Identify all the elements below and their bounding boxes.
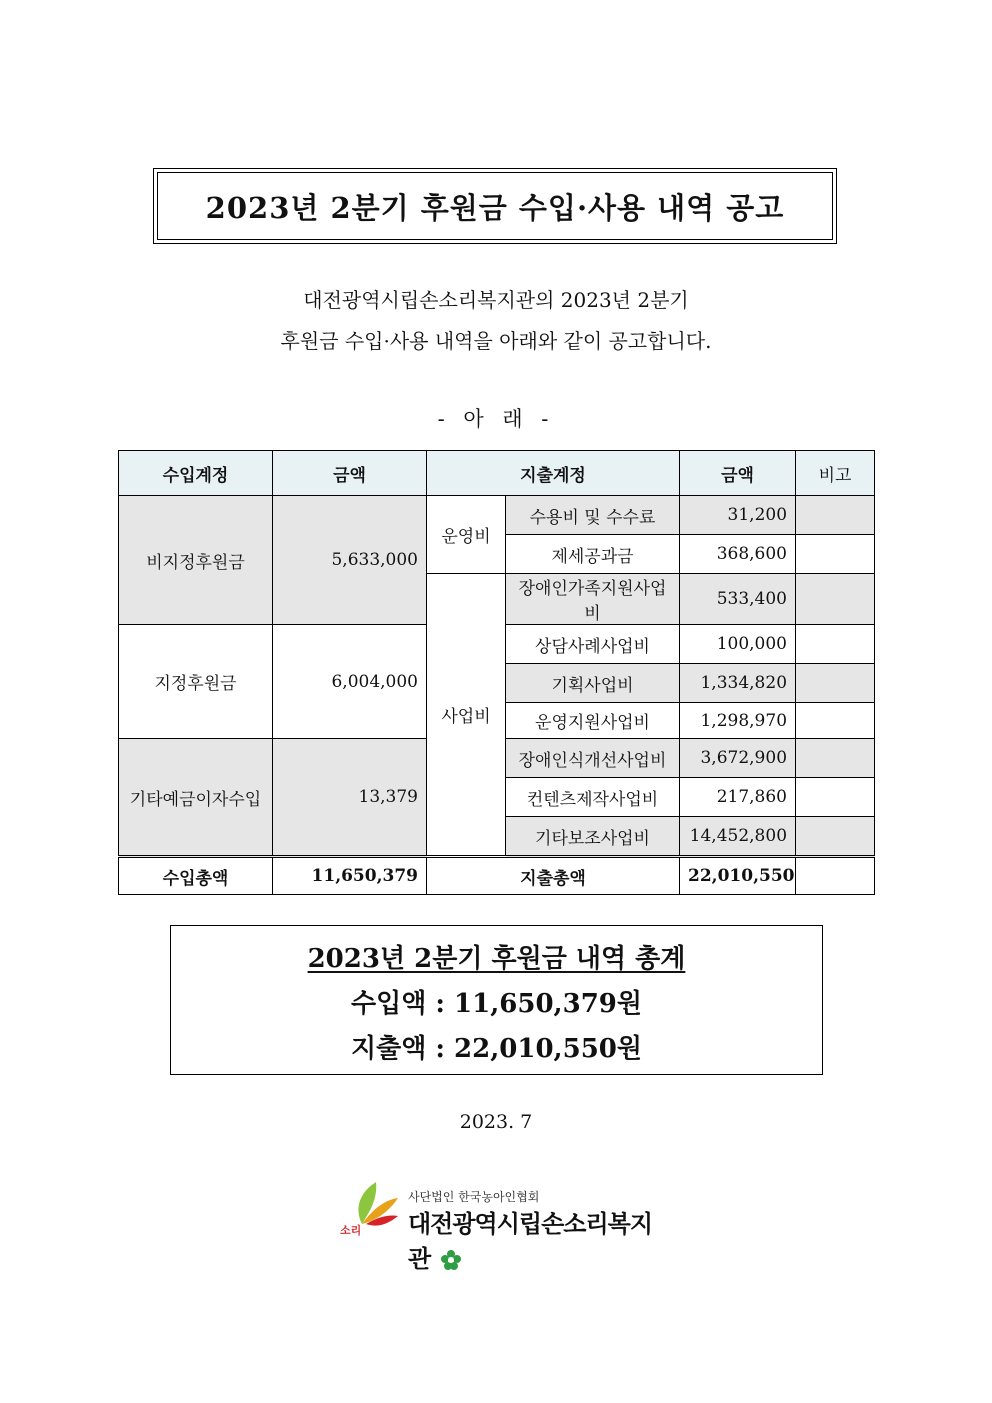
expense-item-name: 기타보조사업비 [506, 817, 680, 857]
income-total-label: 수입총액 [119, 857, 273, 895]
leaf-logo-icon [338, 1180, 406, 1240]
expense-item-name: 상담사례사업비 [506, 625, 680, 664]
note-cell [796, 535, 875, 574]
donation-ledger-table [118, 450, 875, 895]
note-cell [796, 739, 875, 778]
income-amount-cell: 6,004,000 [273, 625, 427, 739]
expense-item-amount: 3,672,900 [680, 739, 796, 778]
expense-item-name: 기획사업비 [506, 664, 680, 703]
expense-item-name: 수용비 및 수수료 [506, 496, 680, 535]
expense-item-name: 운영지원사업비 [506, 703, 680, 739]
note-cell [796, 574, 875, 625]
document-date: 2023. 7 [459, 1111, 533, 1133]
expense-item-name: 컨텐츠제작사업비 [506, 778, 680, 817]
section-separator: - 아 래 - [437, 407, 555, 431]
header-expense-amount: 금액 [680, 451, 796, 496]
header-income-account: 수입계정 [119, 451, 273, 496]
income-total-value: 11,650,379 [273, 857, 427, 895]
note-cell [796, 778, 875, 817]
expense-item-amount: 217,860 [680, 778, 796, 817]
summary-title [171, 938, 822, 975]
title-box [153, 168, 837, 244]
note-cell [796, 817, 875, 857]
intro-line-1: 대전광역시립손소리복지관의 2023년 2분기 [303, 288, 689, 312]
summary-box [170, 925, 823, 1075]
logo-name-text: 대전광역시립손소리복지관 [408, 1210, 653, 1273]
income-name-cell: 비지정후원금 [119, 496, 273, 625]
summary-income: 수입액 : 11,650,379원 [351, 989, 642, 1019]
expense-item-name: 장애인식개선사업비 [506, 739, 680, 778]
summary-expense: 지출액 : 22,010,550원 [351, 1034, 642, 1064]
expense-item-amount: 14,452,800 [680, 817, 796, 857]
expense-item-amount: 100,000 [680, 625, 796, 664]
organization-logo [338, 1180, 668, 1273]
expense-item-amount: 31,200 [680, 496, 796, 535]
expense-item-name: 장애인가족지원사업비 [506, 574, 680, 625]
note-cell [796, 857, 875, 895]
intro-line-2: 후원금 수입·사용 내역을 아래와 같이 공고합니다. [280, 329, 712, 353]
expense-group-cell: 사업비 [427, 574, 506, 857]
summary-title-text: 2023년 2분기 후원금 내역 총계 [307, 944, 686, 974]
header-income-amount: 금액 [273, 451, 427, 496]
expense-item-amount: 1,298,970 [680, 703, 796, 739]
expense-item-name: 제세공과금 [506, 535, 680, 574]
page-title: 2023년 2분기 후원금 수입·사용 내역 공고 [157, 172, 833, 240]
header-expense-account: 지출계정 [427, 451, 680, 496]
expense-item-amount: 533,400 [680, 574, 796, 625]
income-amount-cell: 13,379 [273, 739, 427, 857]
expense-total-value: 22,010,550 [680, 857, 796, 895]
note-cell [796, 703, 875, 739]
totals-row [119, 857, 875, 895]
income-amount-cell: 5,633,000 [273, 496, 427, 625]
expense-item-amount: 368,600 [680, 535, 796, 574]
note-cell [796, 496, 875, 535]
table-row [119, 496, 875, 535]
logo-name [408, 1204, 668, 1274]
income-name-cell: 지정후원금 [119, 625, 273, 739]
expense-total-label: 지출총액 [427, 857, 680, 895]
note-cell [796, 664, 875, 703]
logo-subtitle: 사단법인 한국농아인협회 [408, 1190, 540, 1204]
expense-item-amount: 1,334,820 [680, 664, 796, 703]
logo-mark-text: 소리 [340, 1224, 362, 1237]
table-header-row [119, 451, 875, 496]
note-cell [796, 625, 875, 664]
expense-group-cell: 운영비 [427, 496, 506, 574]
flower-icon [440, 1249, 462, 1271]
header-note: 비고 [796, 451, 875, 496]
income-name-cell: 기타예금이자수입 [119, 739, 273, 857]
